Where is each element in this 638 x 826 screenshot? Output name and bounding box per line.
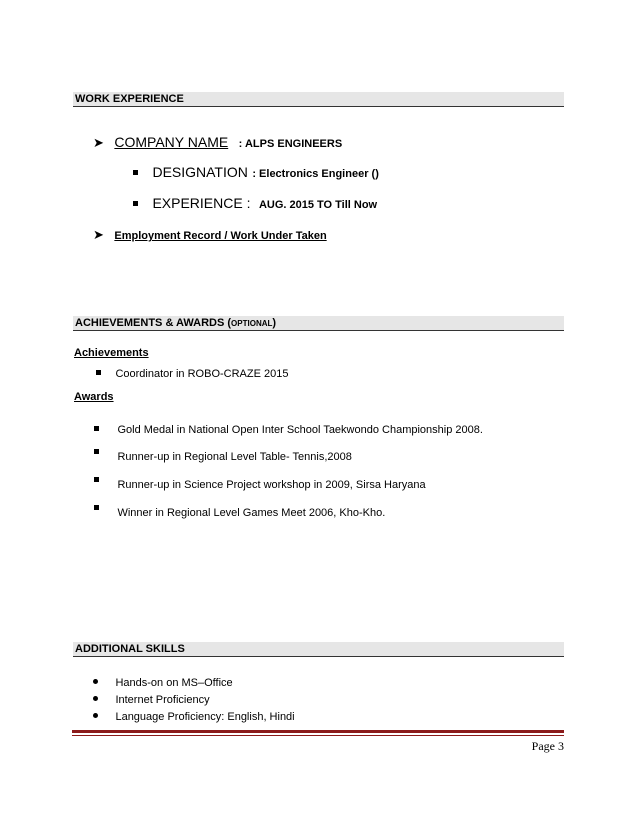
- list-item: [93, 673, 233, 691]
- skill-text: Language Proficiency: English, Hindi: [115, 711, 295, 723]
- arrow-bullet-icon: ➤: [93, 227, 104, 242]
- award-text: Runner-up in Science Project workshop in 2009, Sirsa Haryana: [117, 479, 426, 491]
- arrow-bullet-icon: ➤: [93, 135, 104, 150]
- list-item: [93, 690, 210, 708]
- designation-row: [133, 164, 379, 182]
- company-label: COMPANY NAME: [114, 134, 229, 150]
- achievement-text: Coordinator in ROBO-CRAZE 2015: [115, 368, 289, 380]
- list-item: [94, 447, 352, 465]
- experience-row: [133, 195, 377, 213]
- footer-rule-thin: [72, 735, 564, 736]
- award-text: Gold Medal in National Open Inter School Taekwondo Championship 2008.: [117, 424, 483, 436]
- square-bullet-icon: [96, 370, 101, 375]
- list-item: [96, 364, 288, 382]
- employment-record-row: [93, 226, 327, 244]
- list-item: [94, 420, 483, 438]
- bullet-dot-icon: [93, 713, 98, 718]
- square-bullet-icon: [94, 426, 99, 431]
- square-bullet-icon: [133, 170, 138, 175]
- employment-record-label: Employment Record / Work Under Taken: [114, 230, 327, 242]
- square-bullet-icon: [94, 505, 99, 510]
- list-item: [94, 503, 385, 521]
- page-number: Page 3: [531, 739, 564, 753]
- designation-label: DESIGNATION: [152, 164, 248, 180]
- bullet-dot-icon: [93, 679, 98, 684]
- experience-label: EXPERIENCE :: [152, 195, 251, 211]
- award-text: Winner in Regional Level Games Meet 2006, Kho-Kho.: [117, 507, 386, 519]
- designation-value: : Electronics Engineer (): [252, 168, 379, 180]
- square-bullet-icon: [94, 477, 99, 482]
- section-heading-work-experience: [73, 92, 564, 107]
- section-heading-additional-skills: [73, 642, 564, 657]
- section-title-optional: OPTIONAL: [231, 319, 273, 328]
- skill-text: Hands-on on MS–Office: [115, 677, 233, 689]
- section-title: ACHIEVEMENTS & AWARDS (: [75, 317, 232, 329]
- skill-text: Internet Proficiency: [115, 694, 210, 706]
- experience-value: AUG. 2015 TO Till Now: [258, 199, 378, 211]
- awards-label: Awards: [74, 391, 114, 403]
- bullet-dot-icon: [93, 696, 98, 701]
- list-item: [94, 475, 426, 493]
- section-title: WORK EXPERIENCE: [75, 93, 184, 105]
- award-text: Runner-up in Regional Level Table- Tennis,2008: [117, 451, 352, 463]
- list-item: [93, 707, 295, 725]
- square-bullet-icon: [133, 201, 138, 206]
- section-title: ADDITIONAL SKILLS: [75, 643, 185, 655]
- footer-rule-thick: [72, 730, 564, 733]
- section-heading-achievements: [73, 316, 564, 331]
- square-bullet-icon: [94, 449, 99, 454]
- achievements-label: Achievements: [74, 347, 149, 359]
- company-row: [93, 134, 342, 152]
- company-value: : ALPS ENGINEERS: [238, 138, 343, 150]
- section-title-close: ): [272, 317, 277, 329]
